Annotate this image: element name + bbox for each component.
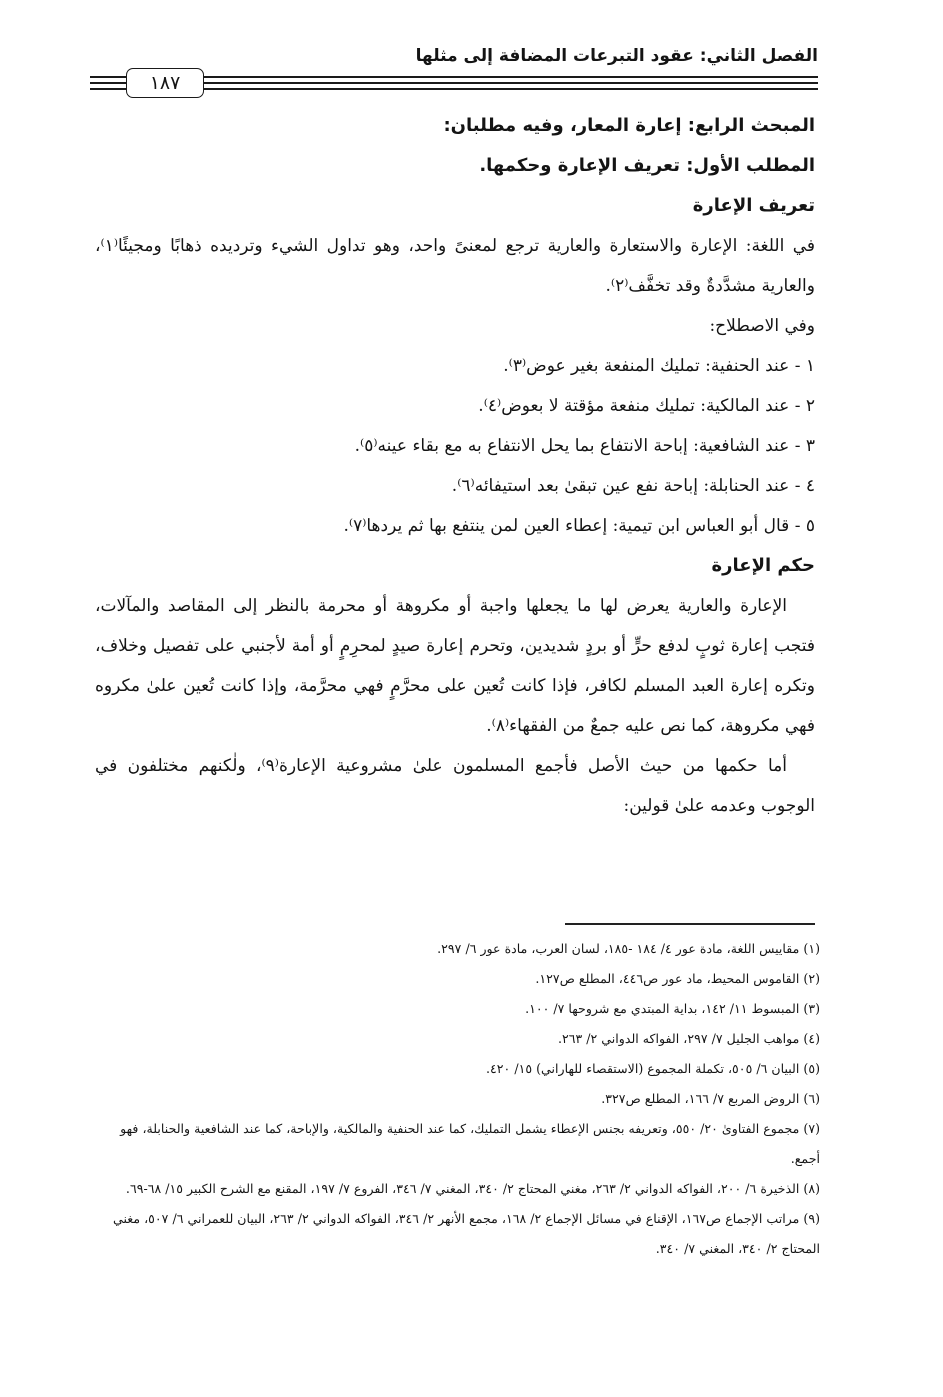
page-number: ١٨٧	[126, 68, 204, 98]
footnote-6: (٦) الروض المربع ٧/ ١٦٦، المطلع ص٣٢٧.	[601, 1091, 820, 1106]
footnote-5: (٥) البيان ٦/ ٥٠٥، تكملة المجموع (الاستقصاء للهاراني) ١٥/ ٤٢٠.	[486, 1061, 820, 1076]
language-paragraph: في اللغة: الإعارة والاستعارة والعارية ترجع لمعنىً واحد، وهو تداول الشيء وترديده ذهابًا ومجيئًا⁽١⁾، والعارية مشدَّدةٌ وقد تخفَّف⁽٢⁾.	[95, 236, 815, 296]
definition-item-ibn-taymiyyah: ٥ - قال أبو العباس ابن تيمية: إعطاء العين لمن ينتفع بها ثم يردها⁽٧⁾.	[343, 516, 815, 536]
main-text	[95, 106, 815, 826]
ruling-heading: حكم الإعارة	[711, 555, 815, 576]
definition-item-hanafi: ١ - عند الحنفية: تمليك المنفعة بغير عوض⁽٣⁾.	[503, 356, 815, 376]
definition-item-shafii: ٣ - عند الشافعية: إباحة الانتفاع بما يحل الانتفاع به مع بقاء عينه⁽٥⁾.	[354, 436, 815, 456]
footnote-3: (٣) المبسوط ١١/ ١٤٢، بداية المبتدي مع شروحها ٧/ ١٠٠.	[525, 1001, 820, 1016]
footnote-2: (٢) القاموس المحيط، ماد عور ص٤٤٦، المطلع ص١٢٧.	[535, 971, 820, 986]
term-intro: وفي الاصطلاح:	[709, 316, 815, 336]
closing-paragraph: أما حكمها من حيث الأصل فأجمع المسلمون علىٰ مشروعية الإعارة⁽٩⁾، ولٰكنهم مختلفون في الوجوب وعدمه علىٰ قولين:	[95, 756, 815, 816]
running-title: الفصل الثاني: عقود التبرعات المضافة إلى مثلها	[415, 46, 818, 66]
footnote-separator	[565, 923, 815, 925]
definition-item-maliki: ٢ - عند المالكية: تمليك منفعة مؤقتة لا بعوض⁽٤⁾.	[478, 396, 815, 416]
matlab-heading: المطلب الأول: تعريف الإعارة وحكمها.	[479, 155, 815, 176]
definition-item-hanbali: ٤ - عند الحنابلة: إباحة نفع عين تبقىٰ بعد استيفائه⁽٦⁾.	[451, 476, 815, 496]
footnote-1: (١) مقاييس اللغة، مادة عور ٤/ ١٨٤ -١٨٥، لسان العرب، مادة عور ٦/ ٢٩٧.	[437, 941, 820, 956]
ruling-paragraph: الإعارة والعارية يعرض لها ما يجعلها واجبة أو مكروهة أو محرمة بالنظر إلى المقاصد والمآلات، فتجب إعارة ثوبٍ لدفع حرٍّ أو بردٍ شديدين، وتحرم إعارة صيدٍ لمحرِمٍ أو أمة لأجنبي على تفصيل وخلاف، وتكره إعارة العبد المسلم لكافر، فإذا كانت تُعين على محرَّمٍ فهي محرَّمة، وإذا كانت تُعين علىٰ مكروه فهي مكروهة، كما نص عليه جمعٌ من الفقهاء⁽٨⁾.	[95, 596, 815, 736]
footnote-8: (٨) الذخيرة ٦/ ٢٠٠، الفواكه الدواني ٢/ ٢٦٣، مغني المحتاج ٢/ ٣٤٠، المغني ٧/ ٣٤٦، الفروع ٧/ ١٩٧، المقنع مع الشرح الكبير ١٥/ ٦٨-٦٩.	[125, 1181, 820, 1196]
footnotes	[92, 934, 820, 1264]
footnote-4: (٤) مواهب الجليل ٧/ ٢٩٧، الفواكه الدواني ٢/ ٢٦٣.	[557, 1031, 820, 1046]
definition-heading: تعريف الإعارة	[692, 195, 815, 216]
mabhath-heading: المبحث الرابع: إعارة المعار، وفيه مطلبان:	[443, 115, 815, 136]
footnote-7: (٧) مجموع الفتاوىٰ ٢٠/ ٥٥٠، وتعريفه بجنس الإعطاء يشمل التمليك، كما عند الحنفية والمالكية، والإباحة، كما عند الشافعية والحنابلة، فهو أجمع.	[120, 1121, 820, 1166]
footnote-9: (٩) مراتب الإجماع ص١٦٧، الإقناع في مسائل الإجماع ٢/ ١٦٨، مجمع الأنهر ٢/ ٣٤٦، الفواكه الدواني ٢/ ٢٦٣، البيان للعمراني ٦/ ٥٠٧، مغني المحتاج ٢/ ٣٤٠، المغني ٧/ ٣٤٠.	[112, 1211, 820, 1256]
